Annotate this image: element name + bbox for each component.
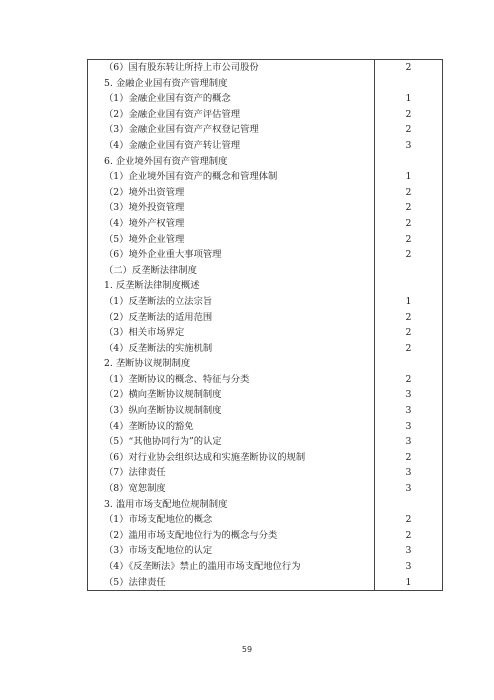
table-row — [88, 372, 443, 388]
topic-cell: （4）金融企业国有资产转让管理 — [88, 138, 375, 154]
level-cell: 2 — [375, 450, 443, 466]
table-row — [88, 481, 443, 497]
topic-cell: （6）对行业协会组织达成和实施垄断协议的规制 — [88, 450, 375, 466]
level-cell: 3 — [375, 403, 443, 419]
topic-cell: （8）宽恕制度 — [88, 481, 375, 497]
level-cell: 1 — [375, 169, 443, 185]
table-row — [88, 138, 443, 154]
topic-cell: （2）境外出资管理 — [88, 185, 375, 201]
level-cell: 3 — [375, 543, 443, 559]
table-row — [88, 169, 443, 185]
level-cell — [375, 278, 443, 294]
table-row — [88, 76, 443, 92]
table-row — [88, 310, 443, 326]
level-cell — [375, 76, 443, 92]
topic-cell: 3. 滥用市场支配地位规制制度 — [88, 497, 375, 513]
level-cell: 3 — [375, 138, 443, 154]
topic-cell: （二）反垄断法律制度 — [88, 263, 375, 279]
topic-cell: （3）金融企业国有资产产权登记管理 — [88, 122, 375, 138]
topic-cell: （6）国有股东转让所持上市公司股份 — [88, 60, 375, 76]
topic-cell: （1）金融企业国有资产的概念 — [88, 91, 375, 107]
level-cell: 3 — [375, 387, 443, 403]
page-number: 59 — [241, 645, 253, 654]
topic-cell: 2. 垄断协议规制制度 — [88, 356, 375, 372]
level-cell: 2 — [375, 512, 443, 528]
level-cell: 2 — [375, 310, 443, 326]
table-row — [88, 434, 443, 450]
level-cell: 3 — [375, 434, 443, 450]
topic-cell: （1）反垄断法的立法宗旨 — [88, 294, 375, 310]
table-row — [88, 325, 443, 341]
level-cell — [375, 263, 443, 279]
level-cell: 2 — [375, 372, 443, 388]
level-cell: 2 — [375, 185, 443, 201]
table-row — [88, 512, 443, 528]
level-cell: 2 — [375, 232, 443, 248]
table-row — [88, 559, 443, 575]
topic-cell: （1）市场支配地位的概念 — [88, 512, 375, 528]
level-cell — [375, 154, 443, 170]
topic-cell: （4）《反垄断法》禁止的滥用市场支配地位行为 — [88, 559, 375, 575]
level-cell — [375, 356, 443, 372]
topic-cell: （4）反垄断法的实施机制 — [88, 341, 375, 357]
table-row — [88, 278, 443, 294]
syllabus-table — [87, 59, 443, 591]
level-cell: 2 — [375, 247, 443, 263]
level-cell: 1 — [375, 91, 443, 107]
level-cell: 3 — [375, 465, 443, 481]
table-row — [88, 575, 443, 591]
topic-cell: （3）境外投资管理 — [88, 200, 375, 216]
level-cell: 2 — [375, 325, 443, 341]
topic-cell: （1）企业境外国有资产的概念和管理体制 — [88, 169, 375, 185]
table-row — [88, 185, 443, 201]
topic-cell: （3）相关市场界定 — [88, 325, 375, 341]
table-row — [88, 419, 443, 435]
table-row — [88, 387, 443, 403]
topic-cell: （5）法律责任 — [88, 575, 375, 591]
topic-cell: （5）境外企业管理 — [88, 232, 375, 248]
level-cell: 3 — [375, 559, 443, 575]
level-cell: 2 — [375, 216, 443, 232]
topic-cell: 5. 金融企业国有资产管理制度 — [88, 76, 375, 92]
topic-cell: （2）金融企业国有资产评估管理 — [88, 107, 375, 123]
level-cell: 1 — [375, 294, 443, 310]
topic-cell: （2）横向垄断协议规制制度 — [88, 387, 375, 403]
level-cell: 2 — [375, 528, 443, 544]
topic-cell: （2）反垄断法的适用范围 — [88, 310, 375, 326]
table-row — [88, 528, 443, 544]
level-cell: 3 — [375, 419, 443, 435]
topic-cell: （3）纵向垄断协议规制制度 — [88, 403, 375, 419]
level-cell: 1 — [375, 575, 443, 591]
table-row — [88, 403, 443, 419]
level-cell — [375, 497, 443, 513]
topic-cell: （2）滥用市场支配地位行为的概念与分类 — [88, 528, 375, 544]
table-row — [88, 341, 443, 357]
table-row — [88, 154, 443, 170]
level-cell: 2 — [375, 200, 443, 216]
topic-cell: （5）“其他协同行为”的认定 — [88, 434, 375, 450]
topic-cell: （4）境外产权管理 — [88, 216, 375, 232]
table-row — [88, 216, 443, 232]
table-row — [88, 356, 443, 372]
table-row — [88, 107, 443, 123]
level-cell: 2 — [375, 60, 443, 76]
table-row — [88, 91, 443, 107]
table-row — [88, 263, 443, 279]
table-row — [88, 60, 443, 76]
table-row — [88, 497, 443, 513]
topic-cell: 1. 反垄断法律制度概述 — [88, 278, 375, 294]
table-row — [88, 465, 443, 481]
table-row — [88, 122, 443, 138]
topic-cell: 6. 企业境外国有资产管理制度 — [88, 154, 375, 170]
level-cell: 2 — [375, 107, 443, 123]
table-row — [88, 200, 443, 216]
topic-cell: （6）境外企业重大事项管理 — [88, 247, 375, 263]
table-row — [88, 232, 443, 248]
syllabus-rows — [88, 60, 443, 591]
table-row — [88, 294, 443, 310]
topic-cell: （3）市场支配地位的认定 — [88, 543, 375, 559]
table-row — [88, 543, 443, 559]
topic-cell: （1）垄断协议的概念、特征与分类 — [88, 372, 375, 388]
topic-cell: （7）法律责任 — [88, 465, 375, 481]
level-cell: 3 — [375, 481, 443, 497]
level-cell: 2 — [375, 341, 443, 357]
table-row — [88, 450, 443, 466]
table-row — [88, 247, 443, 263]
level-cell: 2 — [375, 122, 443, 138]
topic-cell: （4）垄断协议的豁免 — [88, 419, 375, 435]
